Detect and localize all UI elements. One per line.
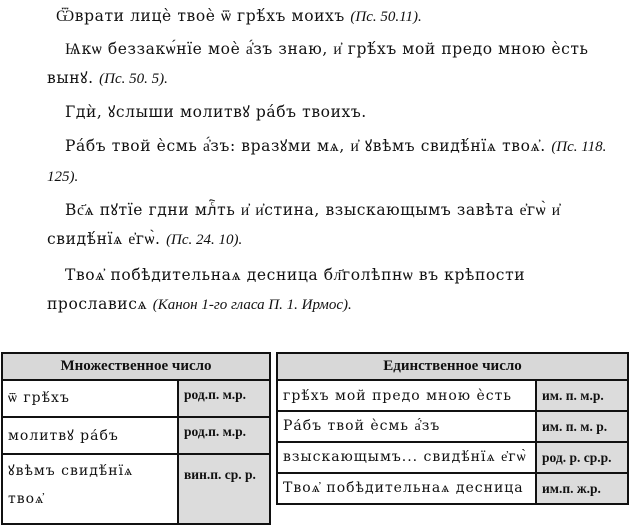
plural-header: Множественное число (2, 353, 270, 380)
quote-6 (47, 261, 625, 320)
plural-gram-2: род.п. м.р. (178, 417, 270, 454)
quote-1 (36, 2, 625, 32)
singular-phrase-2: Ра́бъ твой ѐсмь а҆́зъ (277, 411, 536, 442)
quote-4-text: Ра́бъ твой ѐсмь а҆́зъ: вразꙋми мѧ, и҆ ꙋвѣмъ свидѣ́нїѧ твоѧ҆. (65, 137, 546, 155)
table-row (2, 454, 270, 524)
grammar-tables (0, 352, 631, 520)
singular-header: Единственное число (277, 353, 628, 380)
quote-2-text: Ѩкѡ беззакѡ́нїе моѐ а҆́зъ знаю, и҆ грѣ́хъ мой предо мною ѐсть вынꙋ. (47, 40, 589, 87)
quote-2 (47, 35, 625, 94)
plural-phrase-3: ꙋвѣмъ свидѣ́нїѧ твоѧ҆ (2, 454, 178, 524)
quote-1-ref: (Пс. 50.11). (350, 9, 422, 25)
singular-gram-4: им.п. ж.р. (536, 473, 628, 504)
table-row (2, 380, 270, 417)
quote-2-ref: (Пс. 50. 5). (99, 71, 168, 87)
quote-5 (47, 196, 625, 255)
plural-table (1, 352, 271, 525)
plural-gram-1: род.п. м.р. (178, 380, 270, 417)
singular-phrase-3: взыскающымъ... свидѣ́нїѧ е҆гѡ̀ (277, 442, 536, 473)
singular-phrase-1: грѣ́хъ мой предо мною ѐсть (277, 380, 536, 411)
quote-6-text: Твоѧ҆ побѣдительнаѧ десница бл҃голѣпнѡ въ крѣпости прослависѧ (47, 266, 526, 313)
table-row (277, 411, 628, 442)
quote-5-text: Вс҃ѧ пꙋтїе гдни млⷭ҇ть и҆ и҆стина, взыскающымъ завѣта е҆гѡ̀ и҆ свидѣ́нїѧ е҆гѡ̀. (47, 201, 561, 248)
table-row (277, 380, 628, 411)
quote-6-ref: (Канон 1-го гласа П. 1. Ирмос). (152, 297, 352, 313)
plural-gram-3: вин.п. ср. р. (178, 454, 270, 524)
singular-gram-3: род. р. ср.р. (536, 442, 628, 473)
singular-table (276, 352, 629, 505)
table-row (277, 442, 628, 473)
table-row (277, 473, 628, 504)
singular-gram-2: им. п. м. р. (536, 411, 628, 442)
singular-gram-1: им. п. м.р. (536, 380, 628, 411)
quote-3 (47, 98, 625, 127)
plural-phrase-1: ѿ грѣ́хъ (2, 380, 178, 417)
quote-4 (47, 132, 625, 192)
quote-3-text: Гдѝ, ꙋслыши молитвꙋ ра́бъ твоихъ. (65, 103, 367, 121)
quote-4-ref: (Пс. 118. 125). (47, 139, 607, 185)
quote-1-text: Ѿврати лицѐ твоѐ ѿ грѣ́хъ моихъ (56, 7, 345, 25)
table-row (2, 417, 270, 454)
singular-phrase-4: Твоѧ҆ побѣдительнаѧ десница (277, 473, 536, 504)
plural-phrase-2: молитвꙋ ра́бъ (2, 417, 178, 454)
quote-5-ref: (Пс. 24. 10). (166, 232, 243, 248)
